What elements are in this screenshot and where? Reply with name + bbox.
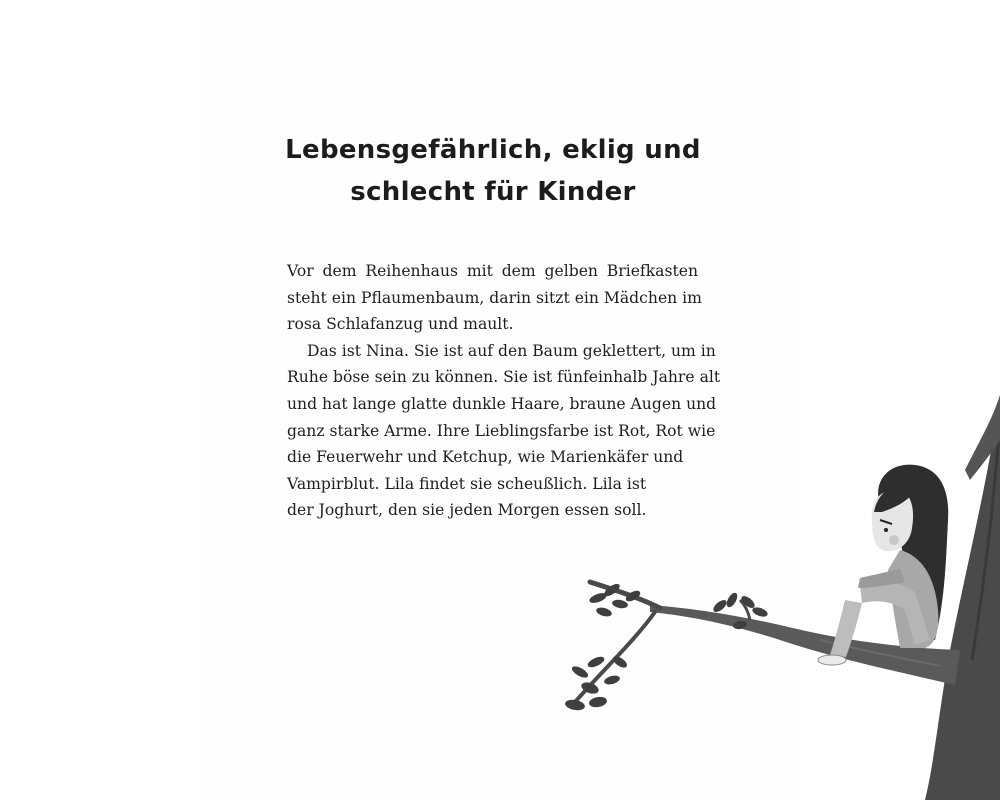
tree-girl-illustration <box>540 390 1000 800</box>
text-line-8: die Feuerwehr und Ketchup, wie Marienkäfer und <box>287 448 684 467</box>
text-line-2: steht ein Pflaumenbaum, darin sitzt ein Mädchen im <box>287 288 702 307</box>
book-page <box>200 0 800 800</box>
girl-figure <box>818 465 948 665</box>
text-line-3: rosa Schlafanzug und mault. <box>287 315 514 334</box>
text-line-1: Vor dem Reihenhaus mit dem gelben Briefkasten <box>287 262 698 280</box>
text-line-6: und hat lange glatte dunkle Haare, braune Augen und <box>287 394 717 413</box>
chapter-title-line-1: Lebensgefährlich, eklig und <box>285 135 701 166</box>
text-line-5: Ruhe böse sein zu können. Sie ist fünfeinhalb Jahre alt <box>287 368 721 387</box>
text-line-4: Das ist Nina. Sie ist auf den Baum geklettert, um in <box>307 341 716 360</box>
chapter-title-line-2: schlecht für Kinder <box>350 177 636 208</box>
text-line-9: Vampirblut. Lila findet sie scheußlich. Lila ist <box>287 474 647 493</box>
chapter-title <box>200 129 786 213</box>
text-line-10: der Joghurt, den sie jeden Morgen essen soll. <box>287 501 647 520</box>
leaves <box>564 582 769 712</box>
text-line-7: ganz starke Arme. Ihre Lieblingsfarbe ist Rot, Rot wie <box>287 421 716 440</box>
